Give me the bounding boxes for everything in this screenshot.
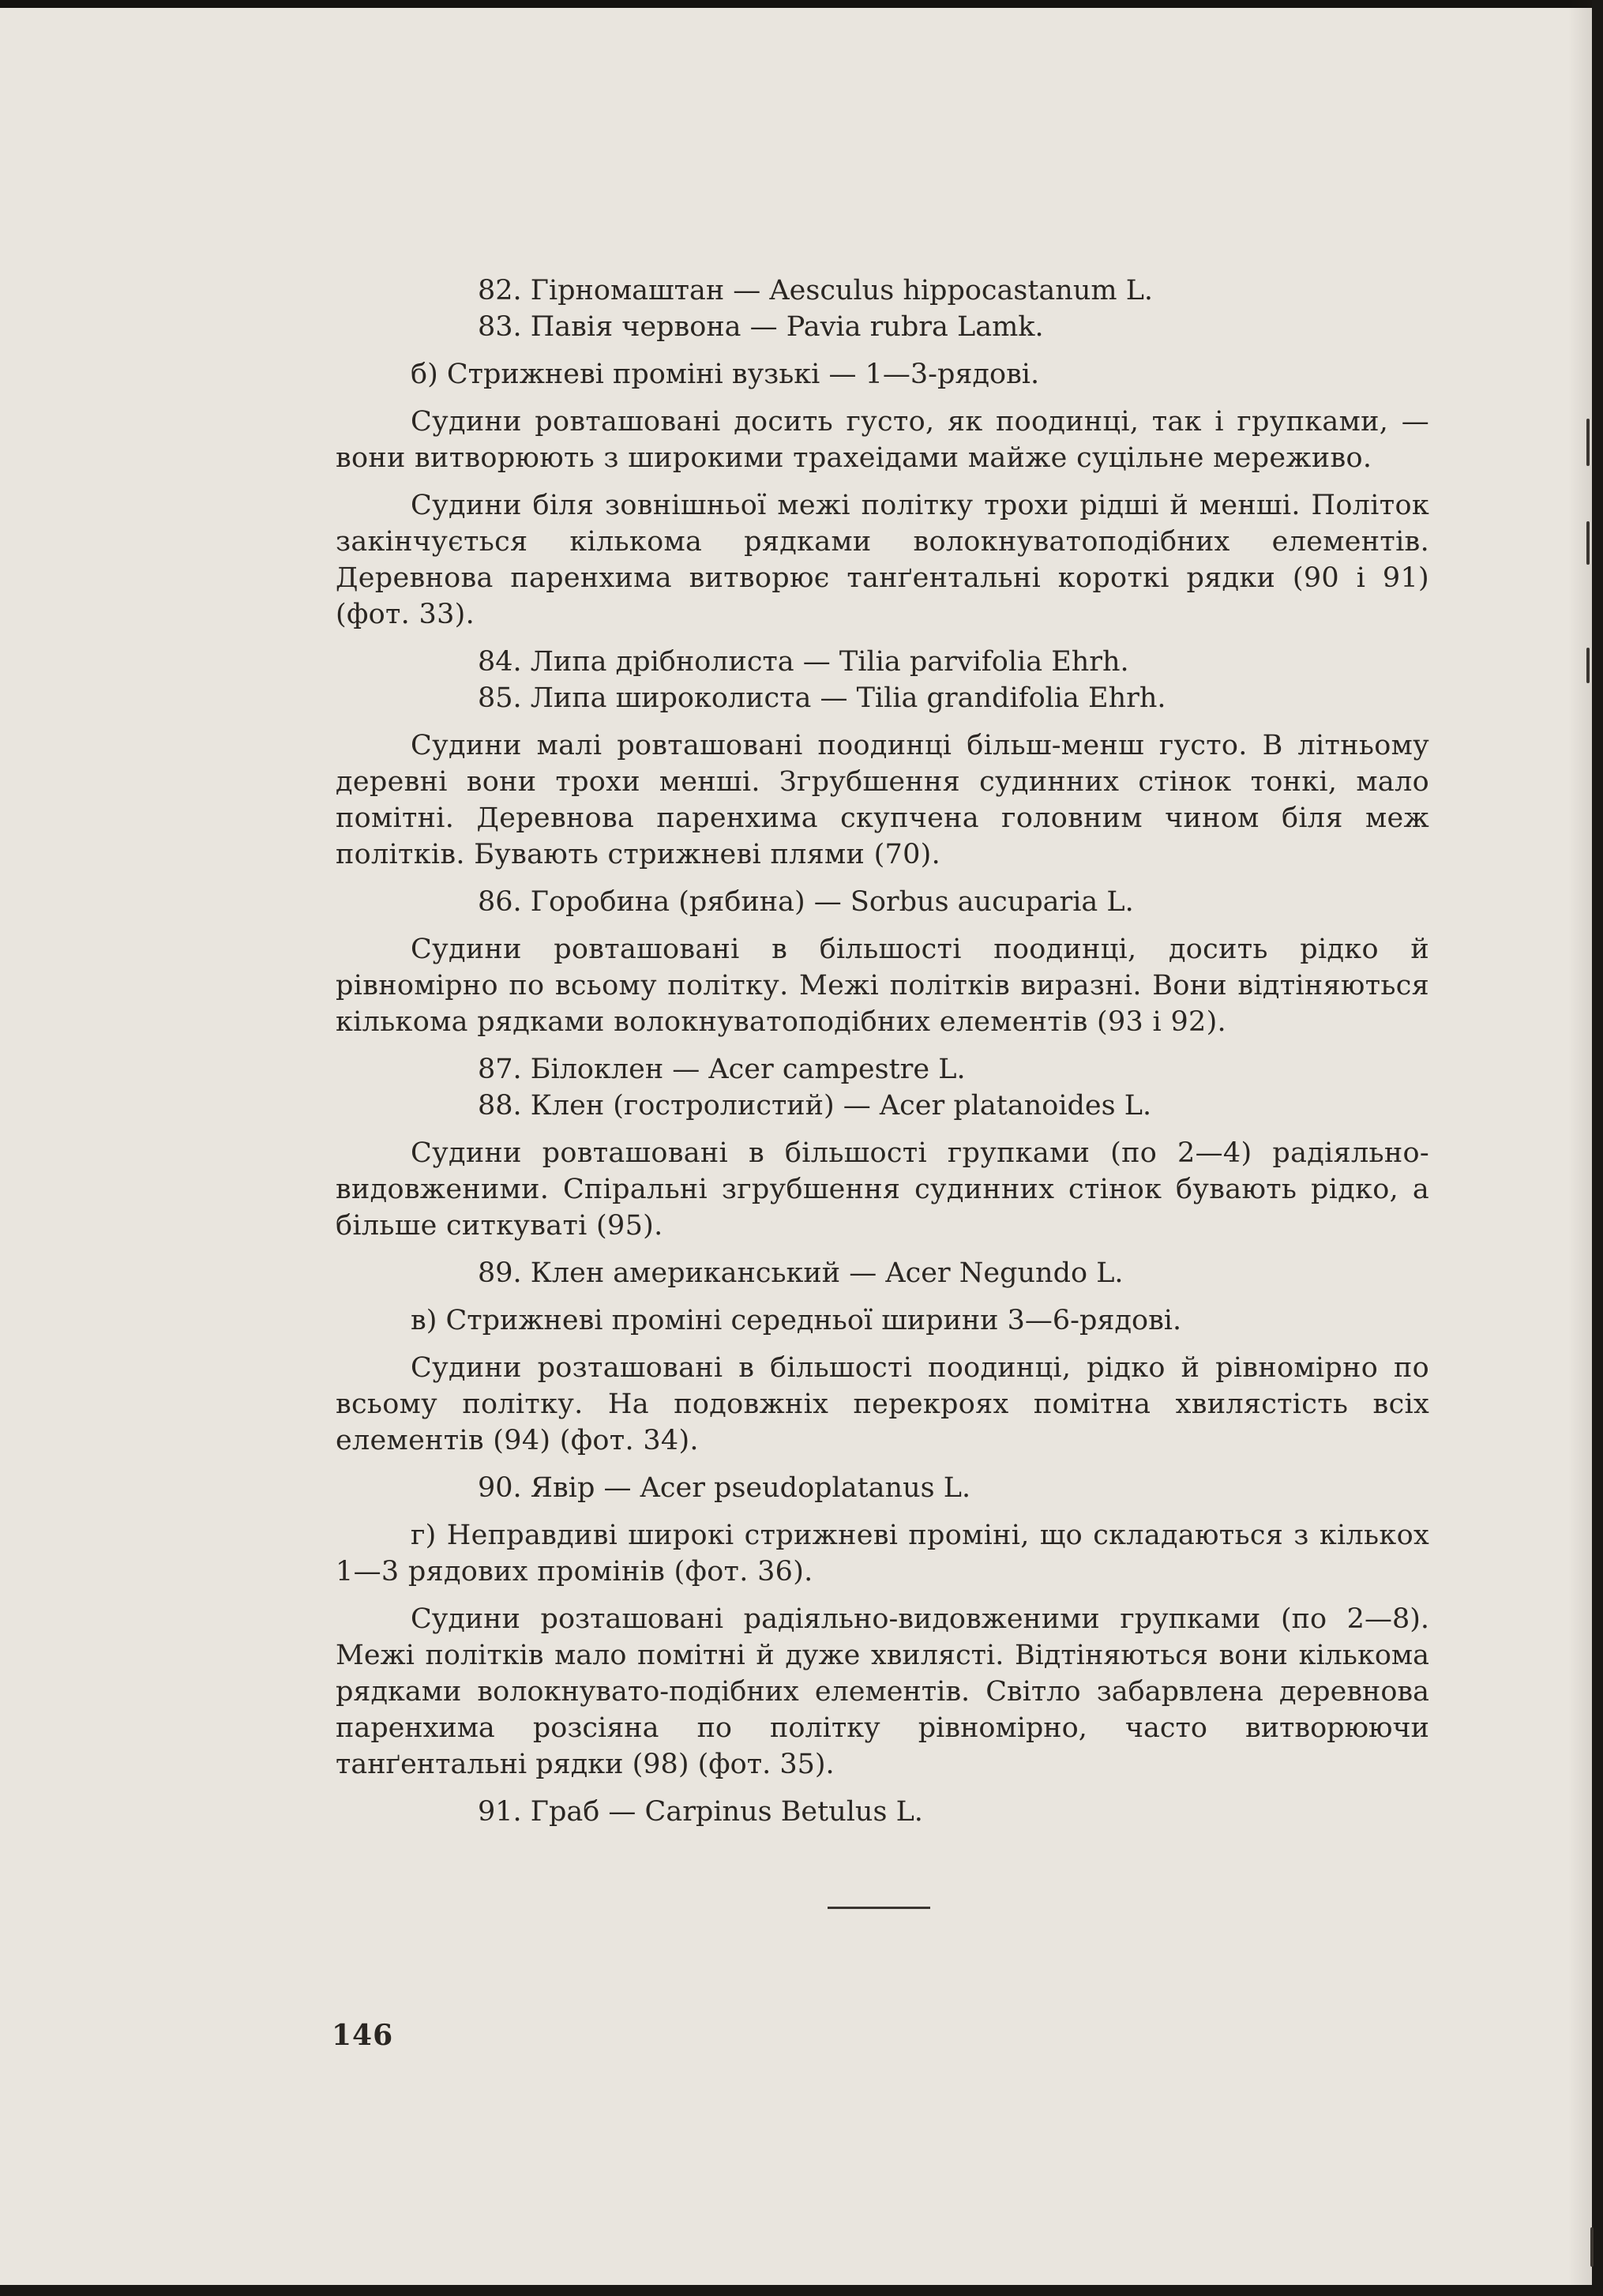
paragraph: Судини розташовані радіяльно-видовженими групками (по 2—8). Межі політків мало помітні й дуже хвилясті. Відтіняються вони кількома рядками волокнувато-подібних елементів. Світло забарвлена деревнова паренхима розсіяна по політку рівномірно, часто витворюючи танґентальні рядки (98) (фот. 35). bbox=[336, 1603, 1429, 1780]
margin-mark bbox=[1590, 2227, 1594, 2267]
species-entry-84: 84. Липа дрібнолиста — Tilia parvifolia Ehrh. bbox=[478, 646, 1129, 678]
species-entry-90: 90. Явір — Acer pseudoplatanus L. bbox=[478, 1472, 971, 1504]
species-entry-85: 85. Липа широколиста — Tilia grandifolia Ehrh. bbox=[478, 682, 1166, 714]
scan-edge-top bbox=[0, 0, 1603, 8]
section-heading-g: г) Неправдиві широкі стрижневі проміні, що складаються з кількох 1—3 рядових промінів (фот. 36). bbox=[336, 1520, 1429, 1588]
paragraph: Судини ровташовані в більшості поодинці, досить рідко й рівномірно по всьому політку. Межі політків виразні. Вони відтіняються кількома рядками волокнуватоподібних елементів (93 і 92). bbox=[336, 934, 1429, 1038]
body-text bbox=[336, 272, 1429, 1830]
species-entry-82: 82. Гірномаштан — Aesculus hippocastanum L. bbox=[478, 275, 1154, 306]
species-entry-89: 89. Клен американський — Acer Negundo L. bbox=[478, 1257, 1124, 1289]
margin-mark bbox=[1586, 419, 1590, 466]
paragraph: Судини розташовані в більшості поодинці, рідко й рівномірно по всьому політку. На подовжніх перекроях помітна хвилястість всіх елементів (94) (фот. 34). bbox=[336, 1352, 1429, 1456]
species-entry-91: 91. Граб — Carpinus Betulus L. bbox=[478, 1796, 923, 1828]
scan-shadow-right bbox=[1568, 0, 1592, 2296]
species-entry-83: 83. Павія червона — Pavia rubra Lamk. bbox=[478, 311, 1044, 343]
page-number: 146 bbox=[332, 2019, 394, 2052]
paragraph: Судини біля зовнішньої межі політку трохи рідші й менші. Політок закінчується кількома рядками волокнуватоподібних елементів. Деревнова паренхима витворює танґентальні короткі рядки (90 і 91) (фот. 33). bbox=[336, 490, 1429, 630]
margin-mark bbox=[1586, 521, 1590, 565]
margin-mark bbox=[1586, 648, 1590, 683]
species-entry-86: 86. Горобина (рябина) — Sorbus aucuparia L. bbox=[478, 886, 1134, 918]
species-entry-87: 87. Білоклен — Acer campestre L. bbox=[478, 1054, 966, 1085]
species-entry-88: 88. Клен (гостролистий) — Acer platanoides L. bbox=[478, 1090, 1152, 1122]
scan-edge-bottom bbox=[0, 2285, 1603, 2296]
section-heading-b: б) Стрижневі проміні вузькі — 1—3-рядові. bbox=[411, 359, 1040, 390]
paragraph: Судини малі ровташовані поодинці більш-менш густо. В літньому деревні вони трохи менші. Згрубшення судинних стінок тонкі, мало помітні. Деревнова паренхима скупчена головним чином біля меж політків. Бувають стрижневі плями (70). bbox=[336, 730, 1429, 870]
scan-edge-right bbox=[1592, 0, 1603, 2296]
section-heading-v: в) Стрижневі проміні середньої ширини 3—6-рядові. bbox=[411, 1305, 1182, 1336]
paragraph: Судини ровташовані досить густо, як поодинці, так і групками, — вони витворюють з широкими трахеідами майже суцільне мереживо. bbox=[336, 406, 1429, 474]
paragraph: Судини ровташовані в більшості групками (по 2—4) радіяльно-видовженими. Спіральні згрубшення судинних стінок бувають рідко, а більше ситкуваті (95). bbox=[336, 1137, 1429, 1242]
end-rule bbox=[828, 1907, 930, 1909]
